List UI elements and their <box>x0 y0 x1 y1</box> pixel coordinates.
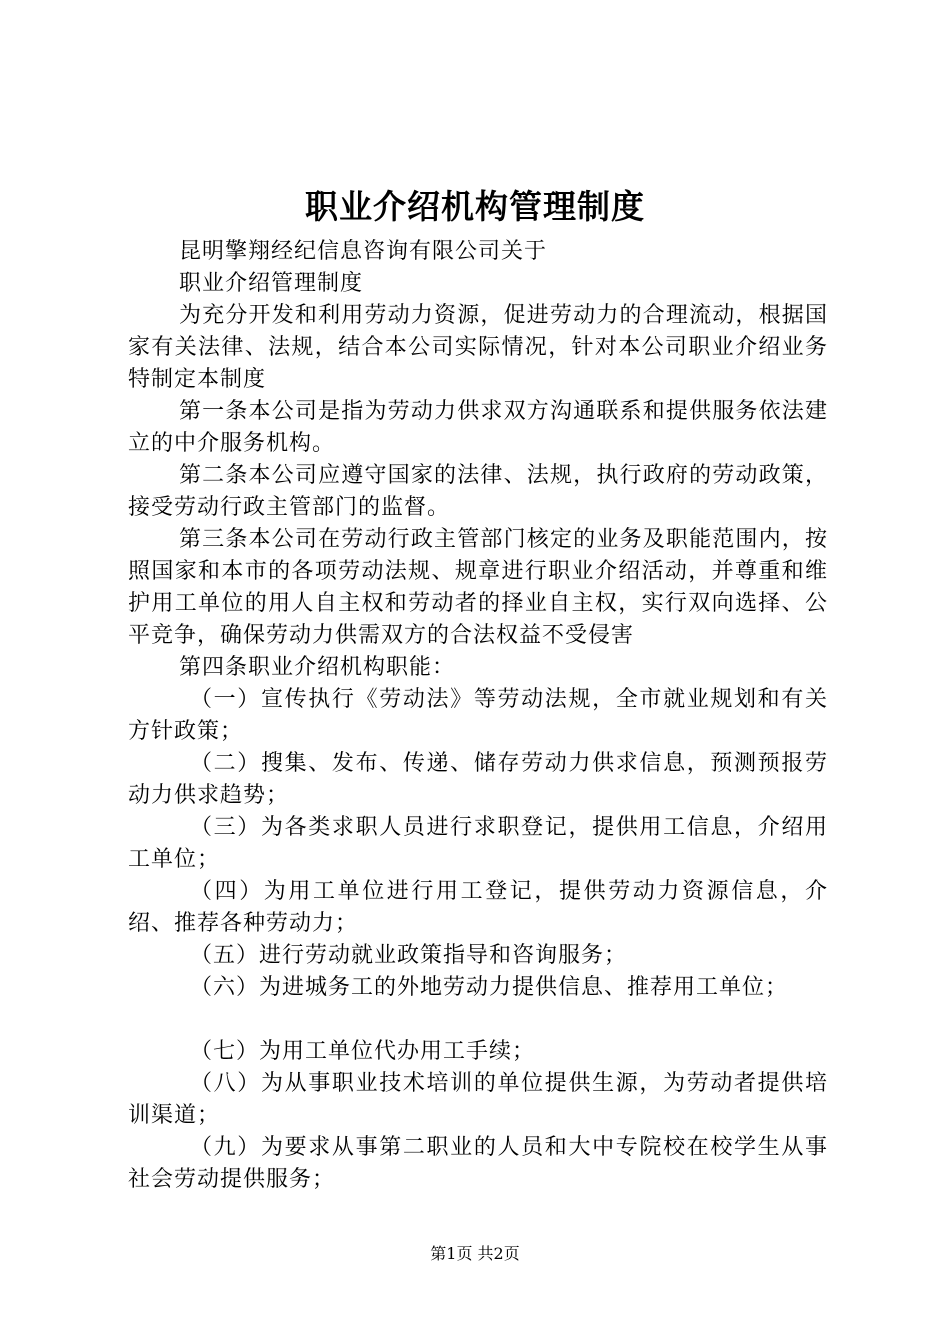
paragraph-subtitle: 职业介绍管理制度 <box>179 271 364 296</box>
list-item-2: （二）搜集、发布、传递、储存劳动力供求信息，预测预报劳动力供求趋势； <box>128 751 828 808</box>
list-item-1: （一）宣传执行《劳动法》等劳动法规，全市就业规划和有关方针政策； <box>128 687 828 744</box>
list-item-5: （五）进行劳动就业政策指导和咨询服务； <box>190 943 628 968</box>
list-item-9: （九）为要求从事第二职业的人员和大中专院校在校学生从事社会劳动提供服务； <box>128 1135 828 1192</box>
paragraph-article-3: 第三条本公司在劳动行政主管部门核定的业务及职能范围内，按照国家和本市的各项劳动法规、规章进行职业介绍活动，并尊重和维护用工单位的用人自主权和劳动者的择业自主权，实行双向选择、公平竞争，确保劳动力供需双方的合法权益不受侵害 <box>128 527 828 648</box>
list-item-4: （四）为用工单位进行用工登记，提供劳动力资源信息，介绍、推荐各种劳动力； <box>128 879 828 936</box>
list-item-8: （八）为从事职业技术培训的单位提供生源，为劳动者提供培训渠道； <box>128 1071 828 1128</box>
document-body <box>128 236 828 1196</box>
paragraph-article-4: 第四条职业介绍机构职能： <box>179 655 456 680</box>
paragraph-intro: 为充分开发和利用劳动力资源，促进劳动力的合理流动，根据国家有关法律、法规，结合本公司实际情况，针对本公司职业介绍业务特制定本制度 <box>128 303 828 392</box>
paragraph-company: 昆明擎翔经纪信息咨询有限公司关于 <box>179 239 548 264</box>
list-item-6: （六）为进城务工的外地劳动力提供信息、推荐用工单位； <box>190 975 789 1000</box>
list-item-3: （三）为各类求职人员进行求职登记，提供用工信息，介绍用工单位； <box>128 815 828 872</box>
document-title: 职业介绍机构管理制度 <box>305 187 645 226</box>
page-footer: 第1页 共2页 <box>430 1244 520 1263</box>
blank-line <box>128 1004 828 1036</box>
list-item-7: （七）为用工单位代办用工手续； <box>190 1039 536 1064</box>
paragraph-article-1: 第一条本公司是指为劳动力供求双方沟通联系和提供服务依法建立的中介服务机构。 <box>128 399 828 456</box>
paragraph-article-2: 第二条本公司应遵守国家的法律、法规，执行政府的劳动政策，接受劳动行政主管部门的监督。 <box>128 463 828 520</box>
